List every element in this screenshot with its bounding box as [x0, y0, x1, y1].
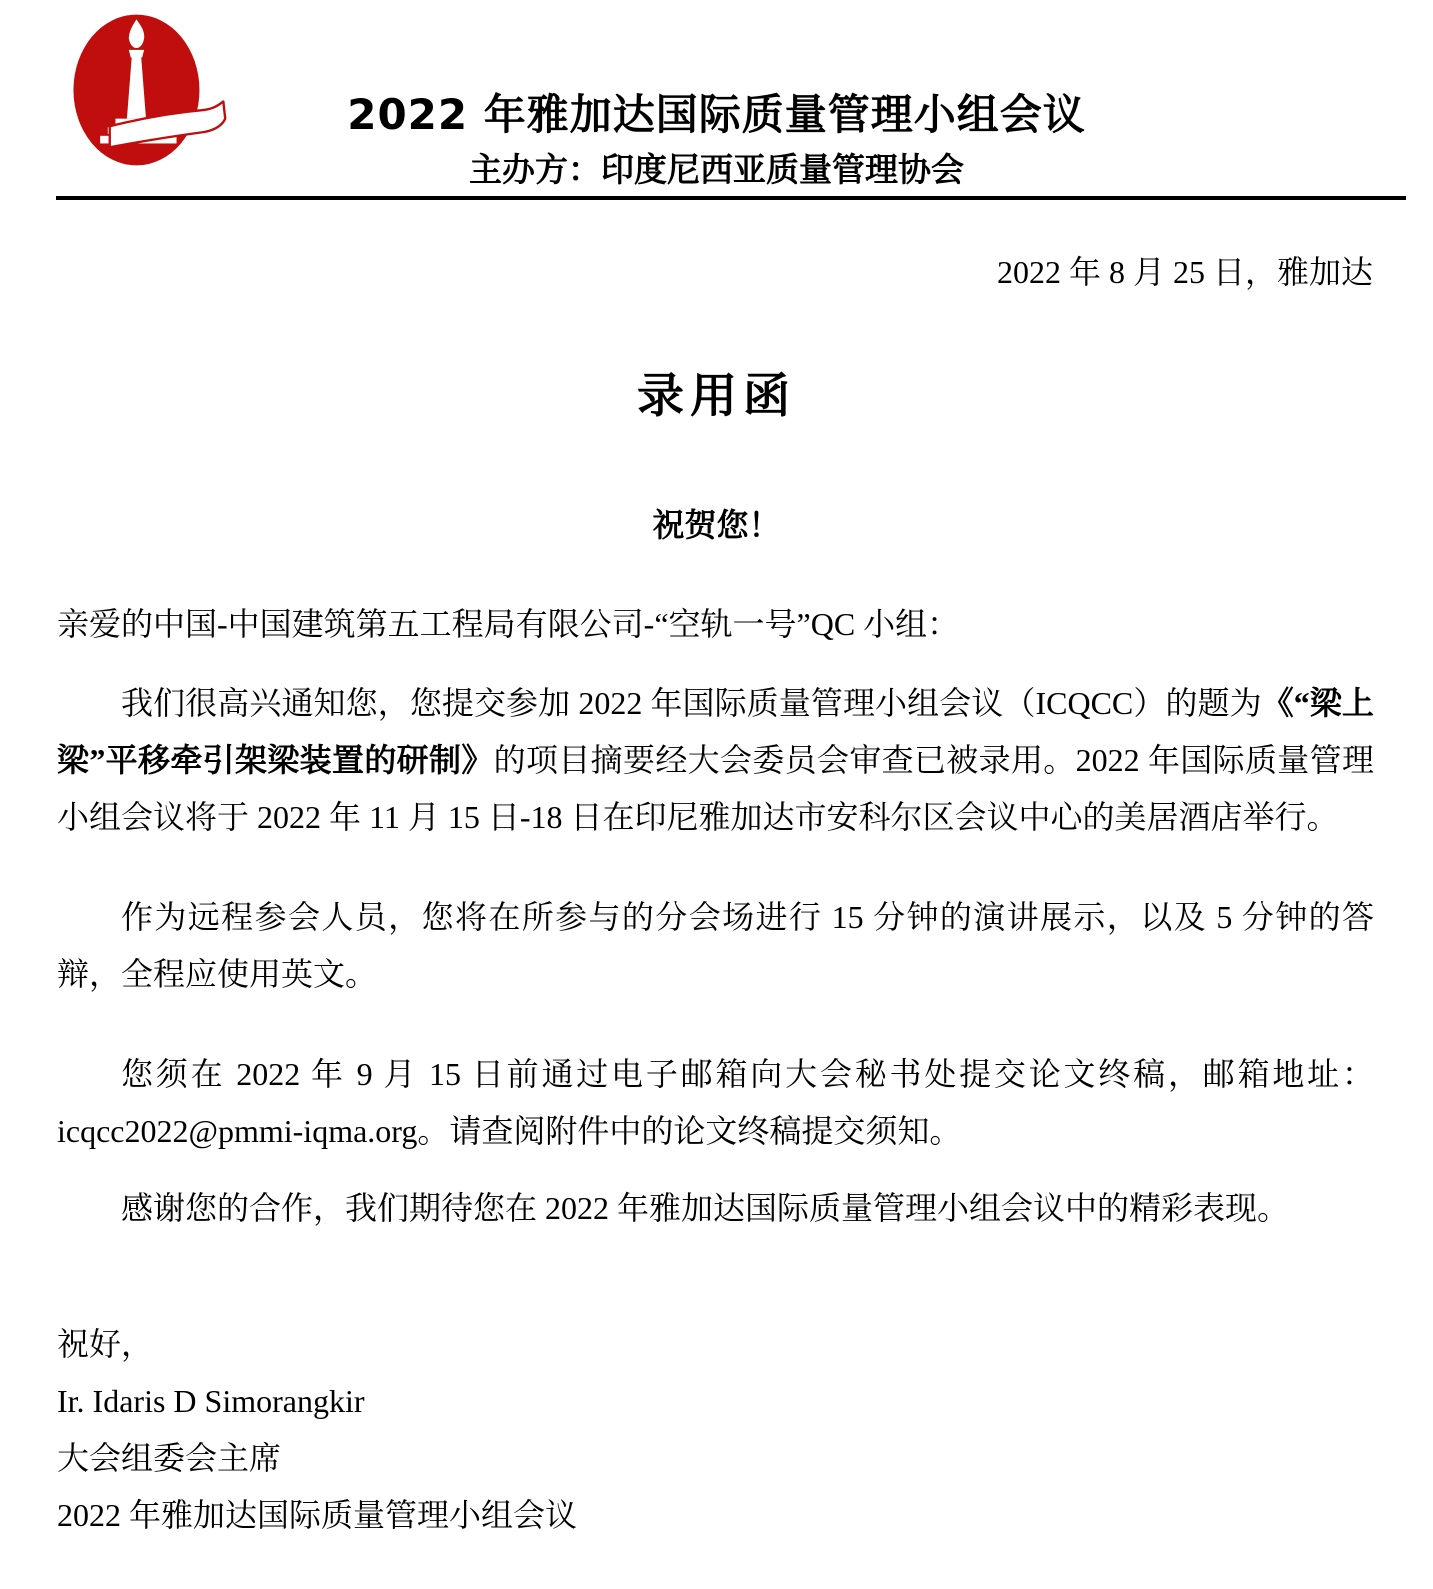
email-address: icqcc2022@pmmi-iqma.org: [57, 1113, 418, 1149]
page-subtitle: 主办方：印度尼西亚质量管理协会: [469, 153, 964, 189]
page-title: 2022 年雅加达国际质量管理小组会议: [347, 90, 1086, 139]
body-paragraph-1: [57, 675, 1374, 846]
paragraph-3-continuation: 。请查阅附件中的论文终稿提交须知。: [417, 1113, 962, 1149]
header-divider: [56, 196, 1406, 200]
paragraph-3-text: 您须在 2022 年 9 月 15 日前通过电子邮箱向大会秘书处提交论文终稿，邮箱地址：: [121, 1056, 1374, 1092]
body-paragraph-3: [57, 1046, 1374, 1160]
paragraph-1-text: 我们很高兴通知您，您提交参加 2022 年国际质量管理小组会议（ICQCC）的题为: [121, 685, 1262, 721]
body-paragraph-2: 作为远程参会人员，您将在所参与的分会场进行 15 分钟的演讲展示，以及 5 分钟的答辩，全程应使用英文。: [57, 899, 1374, 992]
letter-body: [57, 596, 1374, 1237]
paragraph-1-continuation: 的项目摘要经大会委员会审查已被录用。2022 年国际质量管理小组会议将于 2022 年 11 月 15 日-18 日在印尼雅加达市安科尔区会议中心的美居酒店举行。: [57, 742, 1374, 835]
project-title: 《“梁上梁”平移牵引架梁装置的研制》: [57, 685, 1374, 778]
closing-line: 祝好，: [57, 1326, 154, 1362]
dateline: 2022 年 8 月 25 日，雅加达: [996, 254, 1373, 290]
congrats-line: 祝贺您！: [652, 507, 781, 543]
salutation: 亲爱的中国-中国建筑第五工程局有限公司-“空轨一号”QC 小组：: [57, 606, 960, 642]
signatory-title: 大会组委会主席: [57, 1440, 282, 1476]
body-paragraph-4: 感谢您的合作，我们期待您在 2022 年雅加达国际质量管理小组会议中的精彩表现。: [121, 1190, 1290, 1226]
signatory-organization: 2022 年雅加达国际质量管理小组会议: [57, 1497, 578, 1533]
monas-monument-logo-icon: [62, 6, 230, 174]
signature-block: [57, 1316, 1374, 1544]
signatory-name: Ir. Idaris D Simorangkir: [57, 1383, 365, 1419]
letter-heading: 录用函: [637, 369, 796, 424]
